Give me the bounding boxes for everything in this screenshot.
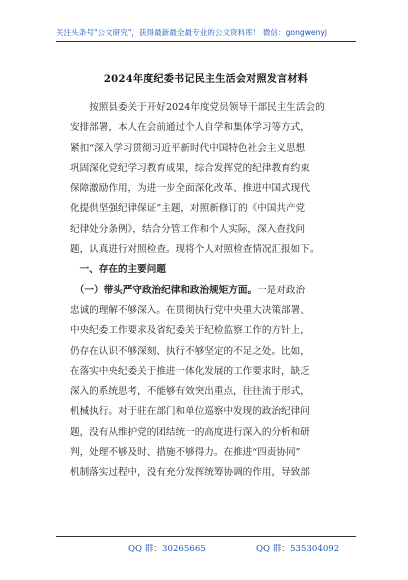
body-line: 化提供坚强纪律保证”主题，对照新修订的《中国共产党 (70, 203, 306, 215)
body-line: 纪律处分条例》，结合分管工作和个人实际，深入查找问 (70, 223, 306, 235)
body-line: 巩固深化党纪学习教育成果，综合发挥党的纪律教育约束 (70, 162, 310, 174)
body-line: 紧扣“深入学习贯彻习近平新时代中国特色社会主义思想 (70, 142, 306, 154)
section-line: 仍存在认识不够深刻、执行不够坚定的不足之处。比如， (70, 345, 310, 357)
sub-heading-rest: 一是对政治 (257, 284, 306, 296)
section-line: 机械执行。对于驻在部门和单位巡察中发现的政治纪律问 (70, 406, 310, 418)
footer-qq-right: QQ 群：535304092 (256, 544, 340, 554)
sub-heading: （一）带头严守政治纪律和政治规矩方面。 (70, 284, 258, 296)
body-line: 安排部署，本人在会前通过个人自学和集体学习等方式， (70, 122, 310, 134)
section-heading: 一、存在的主要问题 (70, 264, 166, 276)
section-line: 中央纪委工作要求及省纪委关于纪检监察工作的方针上， (70, 325, 310, 337)
header-note: 关注头条号"公文研究"，获得最新最全最专业的公文资料库！ 微信：gongwenyj (56, 28, 328, 37)
section-line: 题，没有从维护党的团结统一的高度进行深入的分析和研 (70, 426, 310, 438)
section-line: 机制落实过程中，没有充分发挥统筹协调的作用，导致部 (70, 467, 310, 479)
section-line: 判，处理不够及时、措施不够得力。在推进“四责协同” (70, 447, 301, 459)
body-line: 保障激励作用，为进一步全面深化改革、推进中国式现代 (70, 183, 310, 195)
footer-rule (56, 536, 356, 537)
body-line: 题，认真进行对照检查。现将个人对照检查情况汇报如下。 (70, 244, 320, 256)
sub-heading-line (70, 281, 348, 301)
body-line: 按照县委关于开好2024年度党员领导干部民主生活会的 (70, 102, 325, 113)
header-rule (56, 41, 356, 42)
section-line: 忠诚的理解不够深入。在贯彻执行党中央重大决策部署、 (70, 304, 310, 316)
section-line: 深入的系统思考，不能够有效突出重点，往往流于形式， (70, 386, 310, 398)
document-body (70, 98, 348, 484)
document-title: 2024年度纪委书记民主生活会对照发言材料 (103, 74, 309, 85)
section-line: 在落实中央纪委关于推进一体化发展的工作要求时，缺乏 (70, 365, 310, 377)
footer-qq-left: QQ 群：30265665 (128, 544, 206, 554)
